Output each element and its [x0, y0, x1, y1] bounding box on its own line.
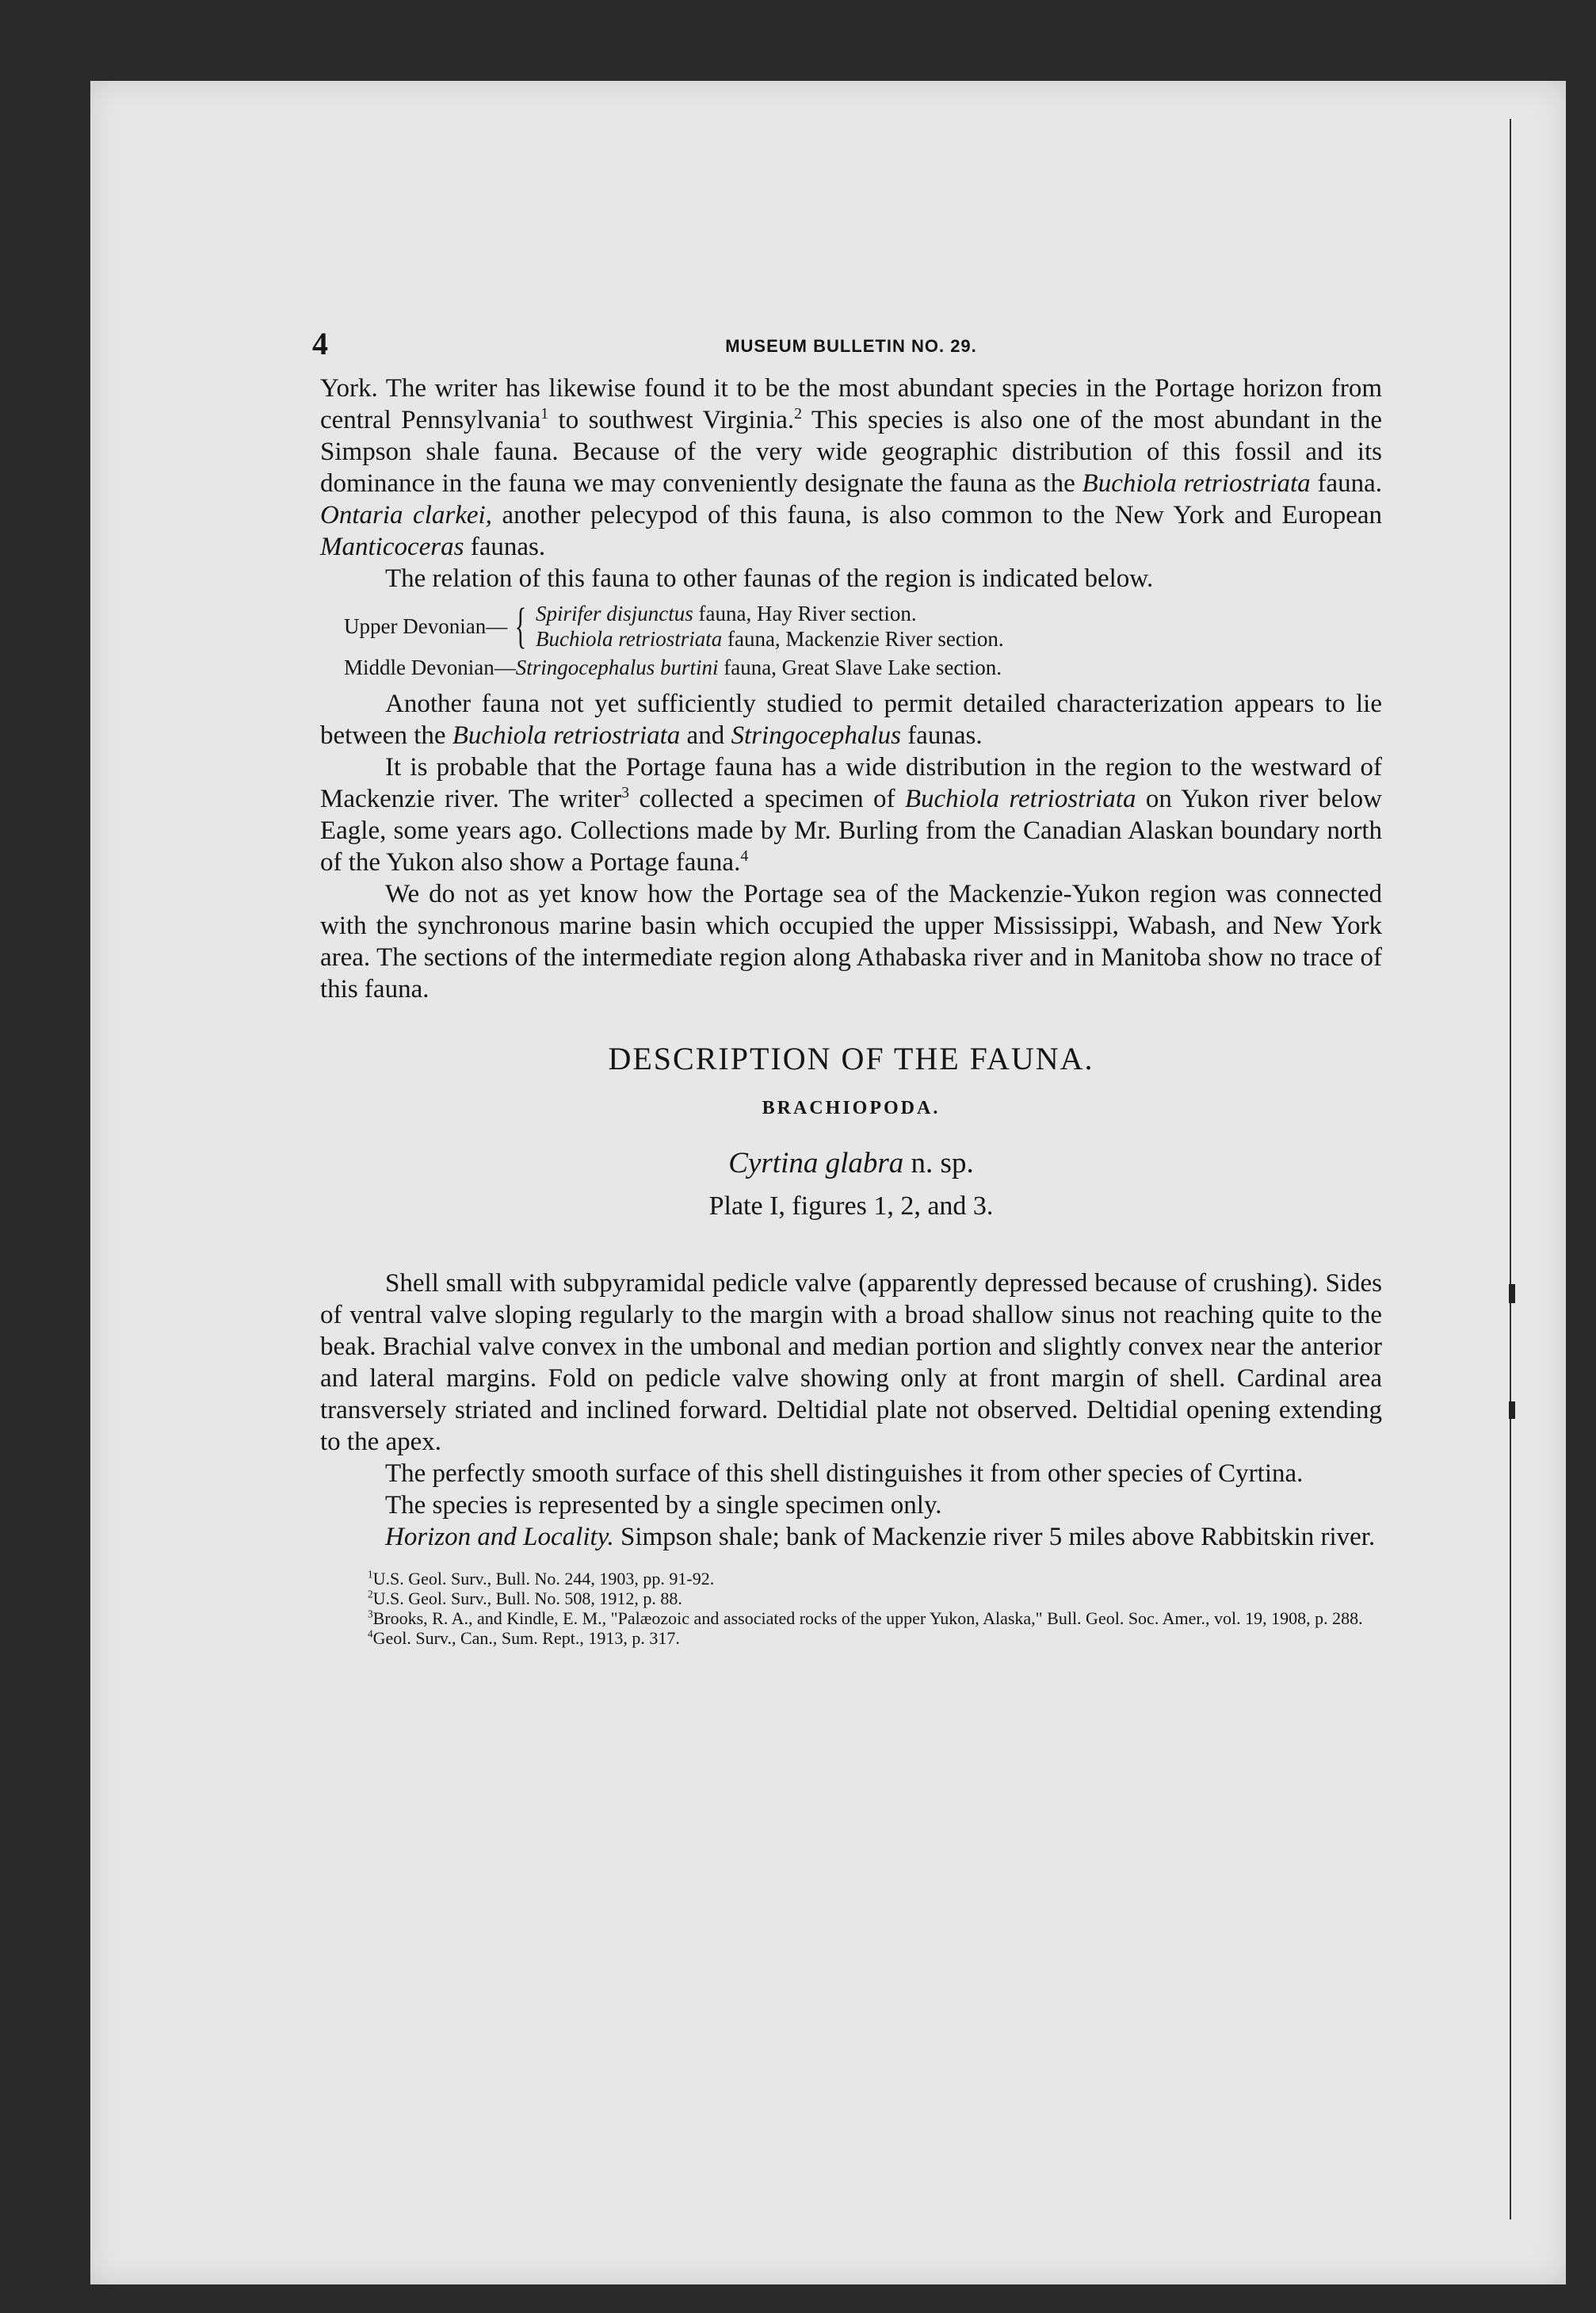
- italic-text: Buchiola retriostriata: [1082, 469, 1311, 498]
- page-header: [312, 325, 1382, 373]
- paragraph: [320, 878, 1382, 1005]
- text-run: Another fauna not yet sufficiently studied to permit detailed characterization appears to lie between the: [320, 690, 1382, 750]
- text-run: Geol. Surv., Can., Sum. Rept., 1913, p. 317.: [372, 1628, 680, 1648]
- text-run: and: [680, 721, 731, 750]
- text-run: fauna, Hay River section.: [693, 602, 917, 625]
- italic-text: Stringocephalus burtini: [515, 656, 719, 679]
- footnote: [320, 1608, 1382, 1628]
- text-run: fauna.: [1310, 469, 1382, 498]
- edge-mark: [1509, 1401, 1515, 1419]
- footnote: [320, 1589, 1382, 1608]
- paragraph: [320, 1521, 1382, 1553]
- footnote-marker: 3: [621, 784, 630, 801]
- upper-devonian-faunas: [536, 601, 1004, 652]
- footnote-marker: 3: [368, 1608, 373, 1620]
- species-title: [320, 1146, 1382, 1180]
- paragraph: [320, 751, 1382, 878]
- text-run: n. sp.: [903, 1147, 974, 1179]
- text-run: We do not as yet know how the Portage sea of the Mackenzie-Yukon region was connected with the synchronous marine basin which occupied the upper Mississippi, Wabash, and New York area. The sections of the intermediate region along Athabaska river and in Manitoba show no trace of this fauna.: [320, 880, 1382, 1004]
- fauna-relations: [320, 601, 1382, 680]
- text-run: The perfectly smooth surface of this shell distinguishes it from other species of Cyrtina.: [385, 1459, 1304, 1488]
- text-run: fauna, Great Slave Lake section.: [718, 656, 1002, 679]
- fauna-line: [536, 601, 1004, 626]
- text-run: fauna, Mackenzie River section.: [722, 627, 1004, 651]
- text-run: U.S. Geol. Surv., Bull. No. 508, 1912, p. 88.: [372, 1589, 682, 1608]
- italic-text: Manticoceras: [320, 533, 464, 561]
- page-number: 4: [312, 326, 328, 361]
- text-run: to southwest Virginia.: [548, 406, 795, 434]
- italic-text: Buchiola retriostriata: [452, 721, 681, 750]
- text-run: collected a specimen of: [629, 785, 905, 813]
- running-title: MUSEUM BULLETIN NO. 29.: [725, 336, 977, 356]
- italic-text: Horizon and Locality.: [385, 1523, 614, 1551]
- footnote: [320, 1628, 1382, 1648]
- fauna-line: [536, 626, 1004, 652]
- text-run: Middle Devonian—: [344, 656, 516, 679]
- upper-devonian-row: [344, 601, 1382, 652]
- footnote-marker: 2: [368, 1588, 373, 1600]
- paragraph: [320, 1489, 1382, 1521]
- footnote-marker: 1: [368, 1568, 373, 1581]
- footnote-marker: 4: [740, 847, 749, 865]
- footnotes: [320, 1569, 1382, 1648]
- text-run: The species is represented by a single specimen only.: [385, 1491, 942, 1520]
- page-content: [312, 325, 1382, 1648]
- text-run: U.S. Geol. Surv., Bull. No. 244, 1903, pp. 91-92.: [372, 1569, 715, 1589]
- brace-symbol: {: [514, 599, 527, 653]
- text-run: Brooks, R. A., and Kindle, E. M., "Palæozoic and associated rocks of the upper Yukon, Alaska," Bull. Geol. Soc. Amer., vol. 19, 1908, p. 288.: [372, 1608, 1363, 1628]
- footnote: [320, 1569, 1382, 1589]
- text-run: York. The writer has likewise found it to be the most abundant species in the Portage horizon from central Pennsylvania: [320, 374, 1382, 434]
- italic-text: Buchiola retriostriata: [904, 785, 1136, 813]
- footnote-marker: 4: [368, 1627, 373, 1640]
- section-subheading: BRACHIOPODA.: [762, 1098, 941, 1118]
- middle-devonian-row: [344, 655, 1382, 680]
- paragraph: [320, 1458, 1382, 1489]
- text-run: Simpson shale; bank of Mackenzie river 5 miles above Rabbitskin river.: [613, 1523, 1376, 1551]
- text-run: The relation of this fauna to other faunas of the region is indicated below.: [385, 564, 1154, 593]
- text-run: faunas.: [464, 533, 546, 561]
- italic-text: Spirifer disjunctus: [535, 602, 693, 625]
- footnote-marker: 1: [540, 405, 549, 422]
- footnote-marker: 2: [794, 405, 803, 422]
- section-heading: DESCRIPTION OF THE FAUNA.: [608, 1041, 1094, 1076]
- italic-text: Buchiola retriostriata: [535, 627, 723, 651]
- paragraph: [320, 1267, 1382, 1458]
- plate-reference: Plate I, figures 1, 2, and 3.: [708, 1191, 994, 1221]
- italic-text: Ontaria clarkei,: [320, 501, 492, 530]
- paragraph: [320, 373, 1382, 563]
- text-run: Shell small with subpyramidal pedicle valve (apparently depressed because of crushing). Sides of ventral valve sloping regularly to the margin with a broad shallow sinus not reaching quite to the beak. Brachial valve convex in the umbonal and median portion and slightly convex near the anterior and lateral margins. Fold on pedicle valve showing only at front margin of shell. Cardinal area transversely striated and inclined forward. Deltidial plate not observed. Deltidial opening extending to the apex.: [320, 1269, 1382, 1456]
- italic-text: Stringocephalus: [731, 721, 901, 750]
- text-run: on Yukon river below Eagle, some years ago. Collections made by Mr. Burling from the Canadian Alaskan boundary north of the Yukon also show a Portage fauna.: [320, 785, 1382, 877]
- text-run: This species is also one of the most abundant in the Simpson shale fauna. Because of the very wide geographic distribution of this fossil and its dominance in the fauna we may conveniently designate the fauna as the: [320, 406, 1382, 498]
- edge-mark: [1509, 1284, 1515, 1303]
- italic-text: Cyrtina glabra: [728, 1147, 904, 1179]
- text-run: faunas.: [900, 721, 983, 750]
- upper-devonian-label: Upper Devonian—: [344, 614, 508, 638]
- paragraph: [320, 563, 1382, 594]
- text-run: another pelecypod of this fauna, is also common to the New York and European: [491, 501, 1382, 530]
- text-run: It is probable that the Portage fauna has a wide distribution in the region to the westward of Mackenzie river. The writer: [320, 753, 1382, 813]
- paragraph: [320, 688, 1382, 751]
- page-edge-line: [1510, 119, 1511, 2219]
